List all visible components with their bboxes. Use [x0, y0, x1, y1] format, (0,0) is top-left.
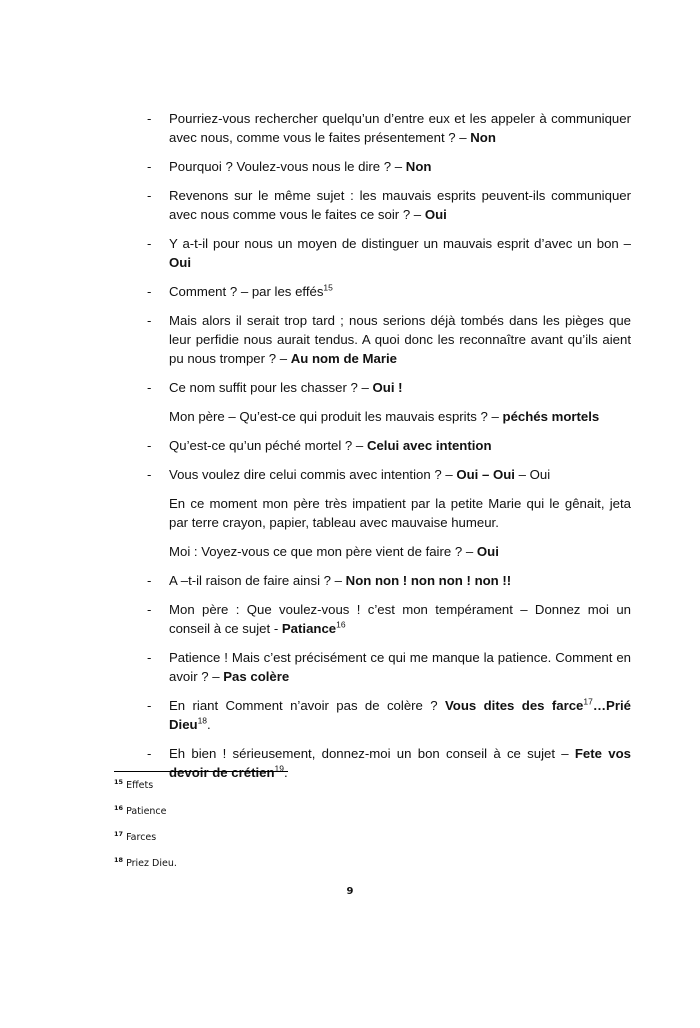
dialogue-item: - Ce nom suffit pour les chasser ? – Oui !	[147, 380, 403, 395]
footnote: $^{16}$ Patience	[114, 803, 167, 817]
dialogue-item: - Y a-t-il pour nous un moyen de distinguer un mauvais esprit d’avec un bon – Oui	[147, 236, 631, 270]
dialogue-item: - Vous voulez dire celui commis avec intention ? – Oui – Oui – Oui	[147, 467, 551, 482]
footnote-ref: 19	[274, 763, 285, 774]
answer: Vous dites des farce	[444, 698, 584, 713]
answer: Non	[470, 130, 496, 145]
answer: …Prié Dieu	[169, 698, 631, 732]
answer: Fete vos devoir de crétien	[169, 746, 631, 780]
footnote-ref: 17	[583, 696, 593, 707]
answer: Oui	[476, 544, 499, 559]
dialogue-item: - Pourquoi ? Voulez-vous nous le dire ? – Non	[147, 159, 432, 174]
footnote: $^{15}$ Effets	[114, 777, 154, 791]
footnote-ref: 15	[323, 282, 333, 293]
footnote-ref: 18	[197, 715, 208, 726]
answer: Oui – Oui	[456, 467, 515, 482]
dialogue-item: - Comment ? – par les effés$^{15}$	[147, 282, 333, 299]
dialogue-item: - Mais alors il serait trop tard ; nous serions déjà tombés dans les pièges que leur perfidie nous aurait tendus. A quoi donc les reconnaître avant qu’ils aient pu nous tromper ? – Au nom de Marie	[147, 313, 631, 366]
page-number: 9	[346, 886, 354, 897]
answer: Oui	[169, 255, 191, 270]
dialogue-item: - Pourriez-vous rechercher quelqu’un d’entre eux et les appeler à communiquer avec nous, comme vous le faites présentement ? – Non	[147, 111, 631, 145]
footnote: $^{18}$ Priez Dieu.	[114, 855, 177, 869]
dialogue-item: - Qu’est-ce qu’un péché mortel ? – Celui avec intention	[147, 438, 492, 453]
answer: Pas colère	[223, 669, 290, 684]
answer: Au nom de Marie	[290, 351, 397, 366]
dialogue-item: - Eh bien ! sérieusement, donnez-moi un bon conseil à ce sujet – Fete vos devoir de crétien$^{19}$.	[147, 746, 631, 780]
answer: Celui avec intention	[366, 438, 492, 453]
dialogue-paragraph: Mon père – Qu’est-ce qui produit les mauvais esprits ? – péchés mortels	[169, 409, 600, 424]
answer: Oui !	[372, 380, 403, 395]
dialogue-item: - A –t-il raison de faire ainsi ? – Non non ! non non ! non !!	[147, 573, 512, 588]
footnotes	[114, 777, 177, 884]
dialogue-item: - Mon père : Que voulez-vous ! c’est mon tempérament – Donnez moi un conseil à ce sujet - Patiance$^{16}$	[147, 602, 631, 636]
footnote: $^{17}$ Farces	[114, 829, 157, 843]
footnote-ref: 16	[336, 619, 346, 630]
answer: péchés mortels	[502, 409, 600, 424]
dialogue-item: - Patience ! Mais c’est précisément ce qui me manque la patience. Comment en avoir ? – Pas colère	[147, 650, 631, 684]
answer: Patiance	[281, 621, 337, 636]
answer: Non	[405, 159, 432, 174]
footnote-separator	[114, 771, 288, 772]
dialogue-paragraph: Moi : Voyez-vous ce que mon père vient de faire ? – Oui	[169, 544, 499, 559]
narration-paragraph: En ce moment mon père très impatient par la petite Marie qui le gênait, jeta par terre crayon, papier, tableau avec mauvaise humeur.	[169, 496, 631, 530]
dialogue-item: - Revenons sur le même sujet : les mauvais esprits peuvent-ils communiquer avec nous comme vous le faites ce soir ? – Oui	[147, 188, 631, 222]
dialogue-item: - En riant Comment n’avoir pas de colère ? Vous dites des farce$^{17}$…Prié Dieu$^{18}$.	[147, 696, 631, 732]
answer: Non non ! non non ! non !!	[345, 573, 512, 588]
dialogue-content	[147, 109, 631, 792]
answer: Oui	[424, 207, 447, 222]
